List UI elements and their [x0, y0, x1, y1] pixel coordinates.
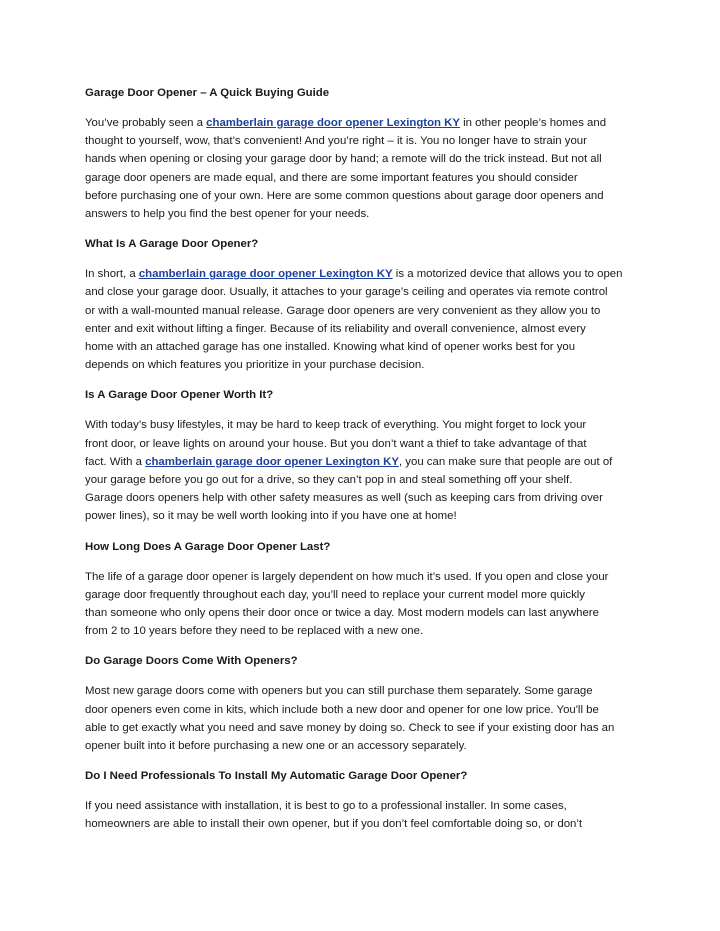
worth-it-line-6: power lines), so it may be well worth looking into if you have one at home! — [85, 510, 457, 523]
chamberlain-link-3[interactable]: chamberlain garage door opener Lexington KY — [145, 455, 399, 468]
chamberlain-link-1[interactable]: chamberlain garage door opener Lexington KY — [206, 117, 460, 129]
come-with-line-3: able to get exactly what you need and save money by doing so. Check to see if your existing door has an — [85, 721, 615, 734]
what-is-line-5: home with an attached garage has one installed. Knowing what kind of opener works best for you — [85, 341, 576, 354]
intro-line-4: garage door openers are made equal, and there are some important features you should consider — [85, 171, 578, 184]
how-long-line-3: than someone who only opens their door once or twice a day. Most modern models can last anywhere — [85, 607, 599, 620]
section-heading-what-is: What Is A Garage Door Opener? — [85, 238, 259, 251]
how-long-line-2: garage door frequently throughout each day, you’ll need to replace your current model more quickly — [85, 588, 586, 601]
section-paragraph-worth-it — [85, 416, 636, 525]
section-heading-come-with: Do Garage Doors Come With Openers? — [85, 655, 298, 668]
intro-text: You’ve probably seen a — [85, 117, 207, 129]
section-paragraph-what-is — [85, 265, 636, 374]
what-is-line-1 — [85, 265, 636, 283]
intro-line-2: thought to yourself, wow, that’s convenient! And you’re right – it is. You no longer have to strain your — [85, 135, 587, 148]
what-is-line-6: depends on which features you prioritize in your purchase decision. — [85, 359, 425, 372]
intro-paragraph — [85, 114, 636, 223]
come-with-line-1: Most new garage doors come with openers but you can still purchase them separately. Some garage — [85, 685, 593, 698]
intro-line-3: hands when opening or closing your garage door by hand; a remote will do the trick instead. But not all — [85, 153, 602, 166]
what-is-line-3: or with a wall-mounted manual release. Garage door openers are very convenient as they allow you to — [85, 304, 601, 317]
what-is-line-4: enter and exit without lifting a finger. Because of its reliability and overall convenience, almost every — [85, 322, 586, 335]
section-paragraph-come-with — [85, 682, 636, 755]
chamberlain-link-2[interactable]: chamberlain garage door opener Lexington KY — [138, 268, 393, 281]
document-title: Garage Door Opener – A Quick Buying Guide — [85, 87, 330, 99]
worth-it-line-4: your garage before you go out for a drive, so they can’t pop in and steal something off your shelf. — [85, 474, 573, 487]
worth-it-line-1: With today’s busy lifestyles, it may be hard to keep track of everything. You might forget to lock your — [85, 419, 587, 432]
section-paragraph-how-long — [85, 568, 636, 641]
section-paragraph-professionals — [85, 797, 636, 833]
worth-it-line-5: Garage doors openers help with other safety measures as well (such as keeping cars from driving over — [85, 492, 603, 505]
professionals-line-1: If you need assistance with installation, it is best to go to a professional installer. In some cases, — [85, 800, 567, 813]
what-is-text: In short, a — [85, 268, 139, 281]
intro-line-6: answers to help you find the best opener for your needs. — [85, 208, 370, 221]
come-with-line-4: opener built into it before purchasing a new one or an accessory separately. — [85, 740, 467, 753]
section-heading-how-long: How Long Does A Garage Door Opener Last? — [85, 540, 331, 553]
come-with-line-2: door openers even come in kits, which include both a new door and opener for one low price. You'll be — [85, 703, 599, 716]
section-heading-professionals: Do I Need Professionals To Install My Automatic Garage Door Opener? — [85, 770, 468, 783]
worth-it-line-2: front door, or leave lights on around your house. But you don’t want a thief to take advantage of that — [85, 437, 587, 450]
worth-it-text: , you can make sure that people are out of — [398, 455, 613, 468]
intro-line-5: before purchasing one of your own. Here are some common questions about garage door openers and — [85, 189, 604, 202]
section-heading-worth-it: Is A Garage Door Opener Worth It? — [85, 389, 274, 402]
worth-it-line-3 — [85, 453, 636, 471]
professionals-line-2: homeowners are able to install their own opener, but if you don’t feel comfortable doing so, or don’t — [85, 818, 583, 831]
what-is-text: is a motorized device that allows you to open — [392, 268, 623, 281]
intro-line-1 — [85, 114, 636, 132]
how-long-line-1: The life of a garage door opener is largely dependent on how much it’s used. If you open and close your — [85, 570, 609, 583]
how-long-line-4: from 2 to 10 years before they need to be replaced with a new one. — [85, 625, 424, 638]
what-is-line-2: and close your garage door. Usually, it attaches to your garage’s ceiling and operates via remote control — [85, 286, 608, 299]
intro-text: in other people’s homes and — [459, 117, 607, 129]
worth-it-text: fact. With a — [85, 455, 146, 468]
